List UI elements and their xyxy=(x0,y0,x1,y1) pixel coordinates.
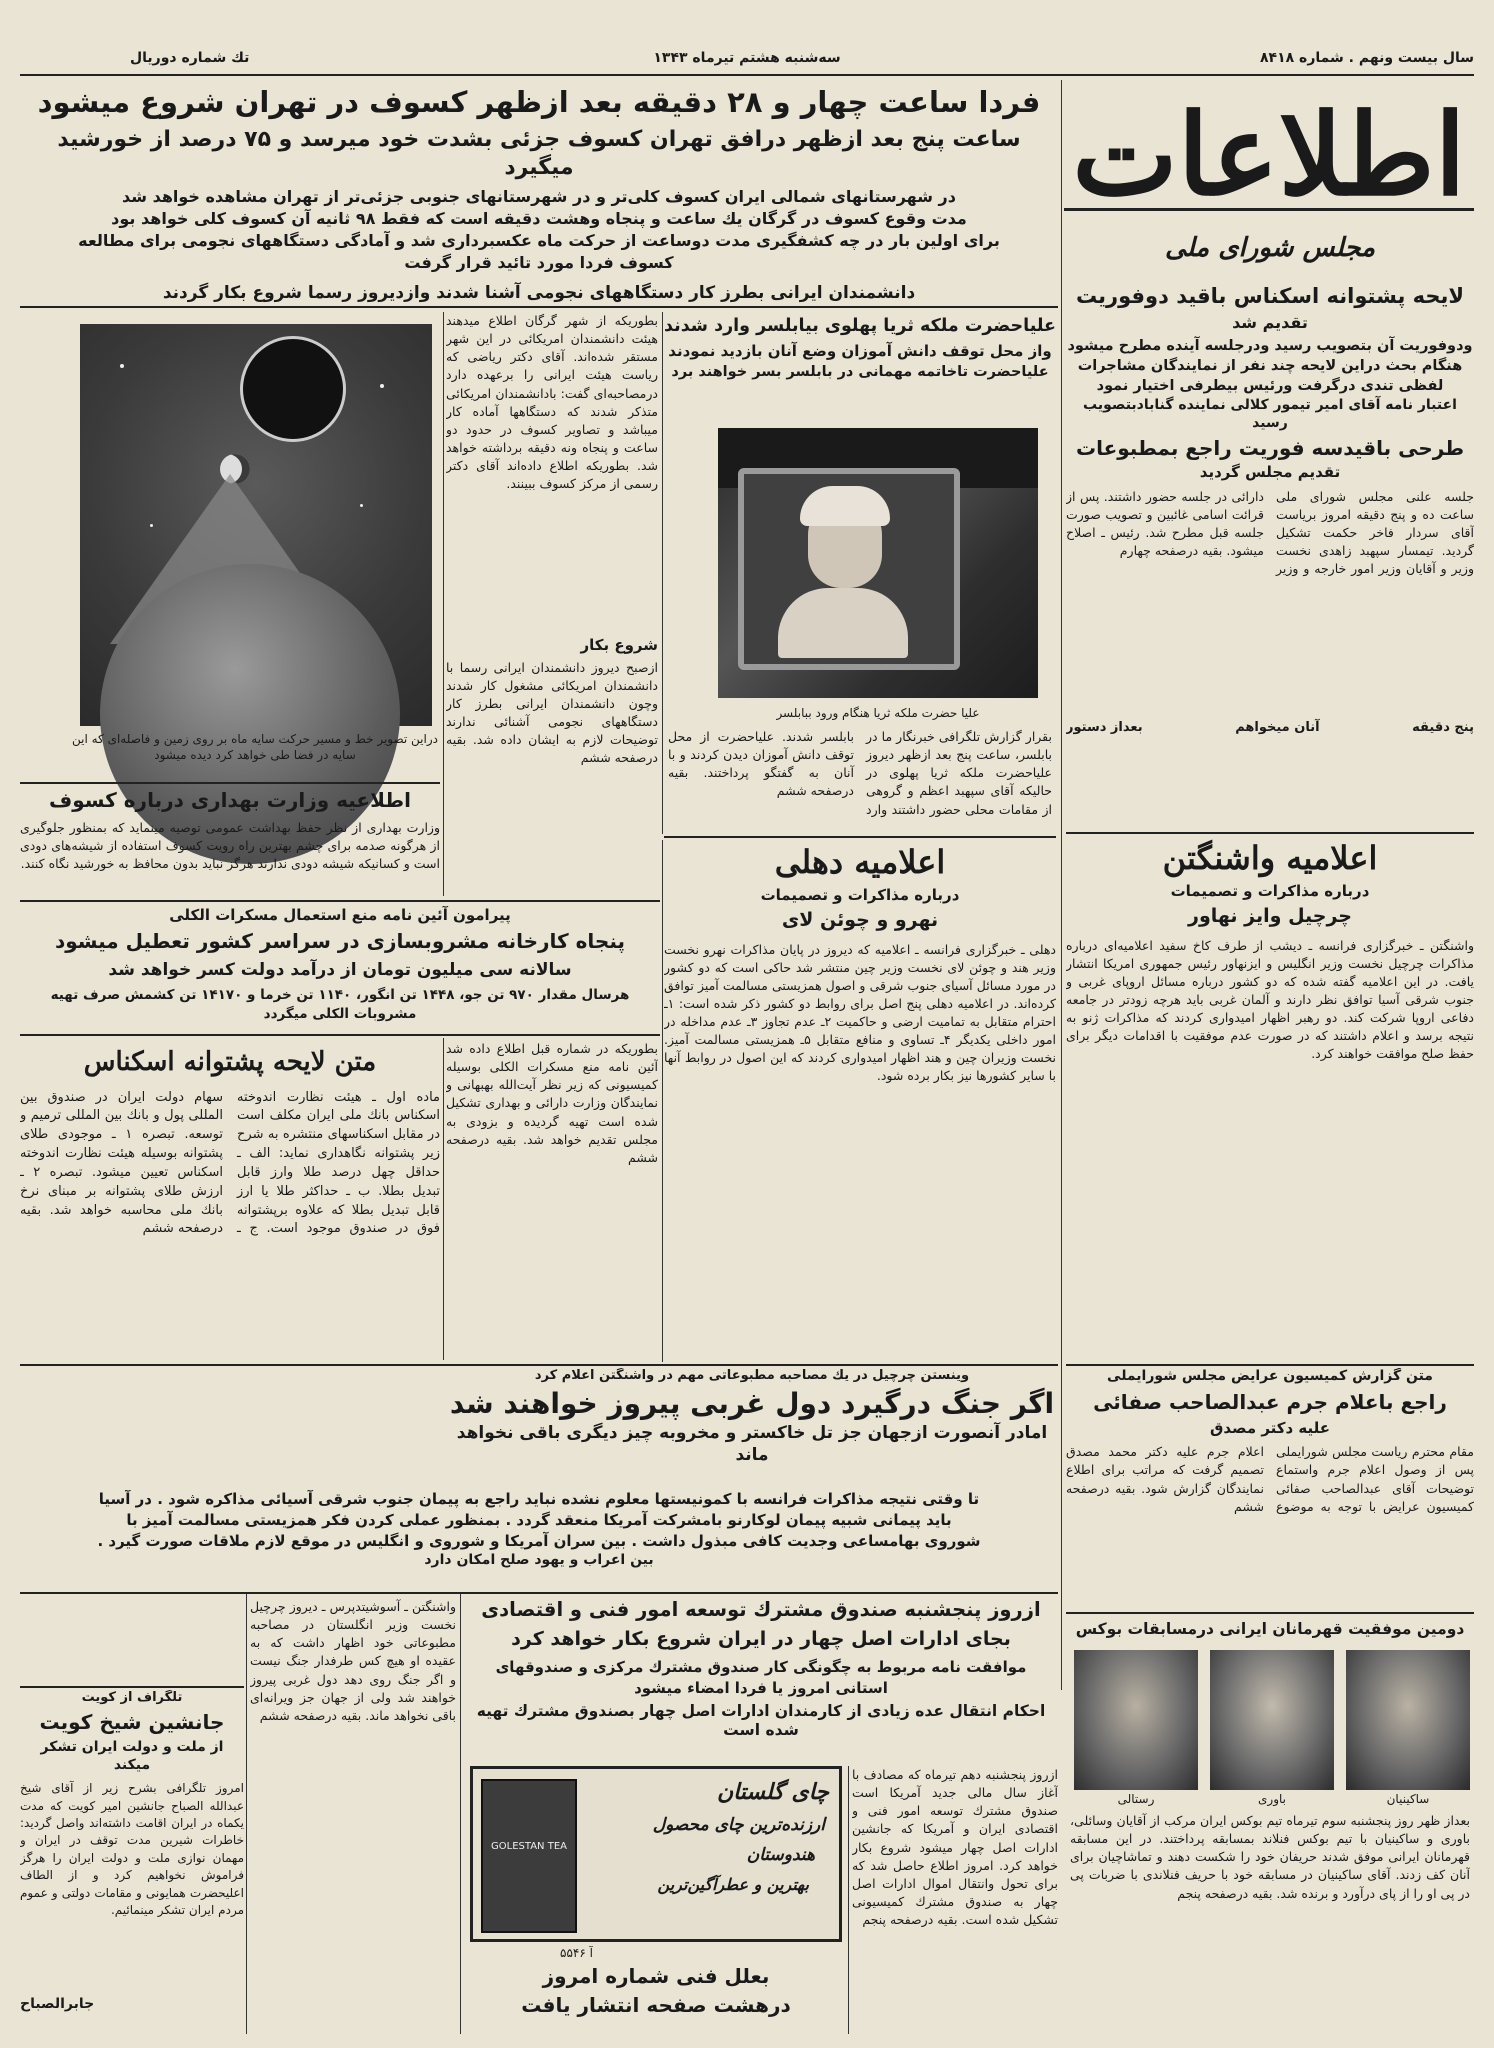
alcohol-pre: پیرامون آئین نامه منع استعمال مسکرات الکلی xyxy=(169,906,511,924)
tea-pack-label: GOLESTAN TEA xyxy=(491,1841,567,1852)
court-body: مقام محترم ریاست مجلس شورایملی پس از وصول اعلام جرم واستماع توضیحات آقای عبدالصاحب صفائی کمیسیون عرایض با توجه به موضوع اعلام جرم علیه دکتر محمد مصدق تصمیم گرفت که مراتب برای اطلاع نمایندگان گزارش شود. بقیه درصفحه ششم xyxy=(1066,1444,1474,1514)
war-rule xyxy=(20,1364,1058,1366)
eclipse-rule xyxy=(20,306,1058,308)
eclipse-line-1: در شهرستانهای شمالی ایران کسوف کلی‌تر و در شهرستانهای جنوبی جزئی‌تر از تهران مشاهده خواهد شد xyxy=(122,187,956,207)
majlis-body: جلسه علنی مجلس شورای ملی ساعت ده و پنج دقیقه امروز بریاست آقای سردار فاخر حکمت تشکیل گردید. تیمسار سپهبد زاهدی نخست وزیر و آقایان وزیر امور خارجه و وزیر دارائی در جلسه حضور داشتند. پس از قرائت اسامی غائبین و تصویب صورت جلسه قبل مطرح شد. رئیس ـ اصلاح میشود. بقیه درصفحه چهارم xyxy=(1066,488,1474,577)
majlis-note-3: بعداز دستور xyxy=(1066,719,1143,735)
alcohol-rule xyxy=(20,1034,660,1036)
majlis-line1: ودوفوریت آن بتصویب رسید ودرجلسه آینده مطرح میشود xyxy=(1067,337,1473,354)
sun-disc xyxy=(240,336,346,442)
delhi-sub: درباره مذاکرات و تصمیمات xyxy=(760,886,960,904)
majlis-sub2: تقدیم مجلس گردید xyxy=(1199,463,1341,482)
fund-sub-2: استانی امروز یا فردا امضاء میشود xyxy=(634,1678,888,1697)
court-pre: متن گزارش کمیسیون عرایض مجلس شورایملی xyxy=(1107,1368,1433,1384)
col-rule-alcohol xyxy=(443,1038,444,1360)
fund-headline-2: بجای ادارات اصل چهار در ایران شروع بکار خواهد کرد xyxy=(511,1628,1011,1651)
tea-package xyxy=(481,1779,577,1933)
queen-body: بقرار گزارش تلگرافی خبرنگار ما در بابلسر، ساعت پنج بعد ازظهر دیروز علیاحضرت ملکه ثریا پهلوی در حالیکه آقای سپهبد اعظم و گروهی از مقامات محلی حضور داشتند وارد بابلسر شدند. علیاحضرت از محل توقف دانش آموزان دیدن کردند و با آنان به گفتگو پرداختند. بقیه درصفحه ششم xyxy=(668,729,1052,817)
war-headline: اگر جنگ درگیرد دول غربی پیروز خواهند شد xyxy=(449,1387,1055,1421)
boxer-name-3: ساکینیان xyxy=(1386,1792,1430,1806)
majlis-logo: مجلس شورای ملی xyxy=(1164,233,1376,263)
court-rule xyxy=(1066,1612,1474,1614)
queen-caption: علیا حضرت ملکه ثریا هنگام ورود ببابلسر xyxy=(776,706,980,720)
col-rule-main xyxy=(1061,80,1062,1690)
alcohol-headline: پنجاه کارخانه مشروبسازی در سراسر کشور تعطیل میشود xyxy=(54,928,626,953)
health-body: وزارت بهداری از نظر حفظ بهداشت عمومی توصیه مینماید که بمنظور جلوگیری از هرگونه صدمه برای چشم بهترین راه رویت کسوف استفاده از شیشه‌های دودی است و کسانیکه شیشه دودی ندارند هرگز نباید بدون محافظ به خورشید نگاه کنند. xyxy=(20,820,440,872)
court-headline: راجع باعلام جرم عبدالصاحب صفائی xyxy=(1093,1389,1447,1414)
war-pre: وینستن چرچیل در یك مصاحبه مطبوعاتی مهم در واشنگتن اعلام کرد xyxy=(534,1368,970,1383)
top-rule xyxy=(20,74,1474,76)
majlis-line2: هنگام بحث دراین لایحه چند نفر از نمایندگان مشاجرات xyxy=(1077,357,1463,374)
kuwait-headline: جانشین شیخ کویت xyxy=(39,1710,225,1735)
queen-sub-2: علیاحضرت تاخاتمه مهمانی در بابلسر بسر خواهند برد xyxy=(671,363,1049,380)
majlis-headline: لایحه پشتوانه اسکناس باقید دوفوریت xyxy=(1075,283,1465,308)
health-headline: اطلاعیه وزارت بهداری درباره کسوف xyxy=(49,788,411,812)
fund-article xyxy=(464,1598,1058,1764)
col-rule-eclipse xyxy=(443,312,444,896)
notice-line-1: بعلل فنی شماره امروز xyxy=(542,1964,770,1988)
court-sub: علیه دکتر مصدق xyxy=(1209,1418,1331,1437)
kuwait-rule xyxy=(20,1686,244,1688)
majlis-notes xyxy=(1066,720,1474,735)
war-line-2: باید پیمانی شبیه پیمان لوکارنو بامشرکت آمریکا منعقد گردد . بمنظور عملی کردن فکر همزیستی مسالمت آمیز با xyxy=(126,1510,952,1529)
alcohol-sub: سالانه سی میلیون تومان از درآمد دولت کسر خواهد شد xyxy=(108,959,572,980)
technical-notice xyxy=(470,1964,842,2030)
eclipse-body: بطوریکه از شهر گرگان اطلاع میدهند هیئت دانشمندان امریکائی در این شهر مستقر شده‌اند. آقای دکتر ریاضی که ریاست هیئت ایرانی را برعهده دارد درمصاحبه‌ای گفت: بادانشمندان امریکائی متذکر شدند که دستگاهها آماده کار میباشد و تصاویر کسوف در حدود دو ساعت و پنجاه ونه دقیقه برداشته خواهد شد. بطوریکه اطلاع داده‌اند آقای دکتر رسمی از مرکز کسوف ببینند. xyxy=(446,313,658,492)
fund-sub-3: احکام انتقال عده زیادی از کارمندان ادارات اصل چهار بصندوق مشترك تهیه شده است xyxy=(476,1701,1046,1739)
eclipse-image-rule xyxy=(20,782,440,784)
court-article xyxy=(1066,1368,1474,1608)
eclipse-line-3: برای اولین بار در چه کشفگیری مدت دوساعت از حرکت ماه عکسبرداری شد و آمادگی دستگاههای نجومی برای مطالعه xyxy=(78,231,1000,251)
kuwait-article xyxy=(20,1690,244,2034)
ad-code: آ ۵۵۴۶ xyxy=(560,1946,593,1960)
war-article xyxy=(446,1368,1058,1488)
eclipse-caption: دراین تصویر خط و مسیر حرکت سایه ماه بر روی زمین و فاصله‌ای که این سایه در فضا طی خواهد کرد دیده میشود xyxy=(71,732,438,762)
currency-headline: متن لایحه پشتوانه اسکناس xyxy=(83,1047,377,1077)
queen-photo xyxy=(718,428,1038,698)
boxer-photo-1 xyxy=(1074,1650,1198,1790)
logo-rule xyxy=(1064,208,1474,211)
kuwait-body: امروز تلگرافی بشرح زیر از آقای شیخ عبدالله الصباح جانشین امیر کویت که مدت یکماه در ایران اقامت داشته‌اند واصل گردید: خاطرات شیرین مدت توقف در ایران و مهمان نوازی ملت و دولت ایران را هرگز فراموش نخواهیم کرد و از الطاف اعلیحضرت همایونی و مقامات دولتی و عموم مردم ایران تشکر مینمائیم. xyxy=(20,1781,244,1917)
logo-text: اطلاعات xyxy=(1072,89,1466,221)
washington-article xyxy=(1066,838,1474,1360)
boxer-photo-3 xyxy=(1346,1650,1470,1790)
delhi-sub-2: نهرو و چوئن لای xyxy=(781,908,939,931)
washington-rule xyxy=(1066,1364,1474,1366)
war-line-4: بین اعراب و یهود صلح امکان دارد xyxy=(424,1552,654,1569)
kuwait-signature: جابرالصباح xyxy=(20,1996,95,2013)
war-sub: امادر آنصورت ازجهان جز تل خاکستر و مخروبه چیز دیگری باقی نخواهد ماند xyxy=(456,1423,1048,1465)
eclipse-subhead: ساعت پنج بعد ازظهر درافق تهران کسوف جزئی بشدت خود میرسد و ۷۵ درصد از خورشید میگیرد xyxy=(57,127,1021,180)
delhi-headline: اعلامیه دهلی xyxy=(774,843,946,881)
war-line-1: تا وقتی نتیجه مذاکرات فرانسه با کمونیستها معلوم نشده نباید راجع به پیمان جنوب شرقی آسیائی مذاکره شود . در آسیا xyxy=(98,1490,980,1508)
majlis-article xyxy=(1066,214,1474,826)
majlis-rule xyxy=(1066,832,1474,834)
tea-line-3: هندوستان xyxy=(746,1845,815,1865)
war-lines xyxy=(20,1490,1058,1590)
eclipse-start-subhead: شروع بکار xyxy=(580,636,658,654)
eclipse-diagram xyxy=(80,324,432,726)
queen-rule xyxy=(664,836,1056,838)
washington-sub: درباره مذاکرات و تصمیمات xyxy=(1170,882,1370,900)
issue-price: تك شماره دوریال xyxy=(130,50,250,66)
col-rule-queen xyxy=(662,312,663,834)
kuwait-sub: از ملت و دولت ایران تشکر میکند xyxy=(40,1739,224,1773)
boxing-body: بعداز ظهر روز پنجشنبه سوم تیرماه تیم بوکس ایران مرکب از آقایان وسائلی، باوری و ساکینیان با تیم بوکس فنلاند بمسابقه پرداختند. در این مسابقه قهرمانان ایرانی موفق شدند حریفان خود را شکست دهند و تماشاچیان برای آنان کف زدند. آقای ساکینیان در مسابقه خود با حریف فنلاندی با ضربات پی در پی او را از پای درآورد و برنده شد. بقیه درصفحه پنجم xyxy=(1070,1813,1470,1901)
boxer-photo-2 xyxy=(1210,1650,1334,1790)
majlis-line4: اعتبار نامه آقای امیر تیمور کلالی نماینده گنابادبتصویب رسید xyxy=(1083,397,1457,431)
eclipse-line-2: مدت وقوع کسوف در گرگان یك ساعت و پنجاه وهشت دقیقه است که فقط ۹۸ ثانیه آن کسوف کلی خواهد بود xyxy=(111,209,967,229)
queen-sub: واز محل توقف دانش آموزان وضع آنان بازدید نمودند xyxy=(668,341,1052,360)
kuwait-pre: تلگراف از کویت xyxy=(81,1690,183,1705)
queen-headline: علیاحضرت ملکه ثریا پهلوی بیابلسر وارد شدند xyxy=(664,316,1056,336)
fund-headline: ازروز پنجشنبه صندوق مشترك توسعه امور فنی و اقتصادی xyxy=(481,1598,1041,1621)
eclipse-text-column xyxy=(446,312,658,898)
majlis-note-2: آنان میخواهم xyxy=(1235,719,1320,735)
health-article xyxy=(20,788,440,896)
alcohol-line-2: مشروبات الکلی میگردد xyxy=(263,1005,417,1022)
majlis-sub1: تقدیم شد xyxy=(1232,312,1308,332)
eclipse-subhead-2: دانشمندان ایرانی بطرز کار دستگاههای نجومی آشنا شدند وازدیروز رسما شروع بکار گردند xyxy=(162,283,916,304)
delhi-body: دهلی ـ خبرگزاری فرانسه ـ اعلامیه که دیروز در پایان مذاکرات نهرو نخست وزیر هند و چوئن لای نخست وزیر چین منتشر شد حاکی است که دو کشور در مورد مسائل آسیای جنوب شرقی و اصول همزیستی مسالمت آمیز توافق کرده‌اند. در اعلامیه دهلی پنج اصل برای روابط دو کشور ذکر شده است: ۱ـ احترام متقابل به تمامیت ارضی و حاکمیت ۲ـ عدم تجاوز ۳ـ عدم مداخله در امور داخلی یکدیگر ۴ـ تساوی و منافع متقابل ۵ـ همزیستی مسالمت آمیز. نخست وزیران چین و هند اظهار امیدواری کردند که این اصول در روابط آنها با سایر کشورها نیز بکار برده شود. xyxy=(664,941,1056,1084)
washington-body: واشنگتن ـ خبرگزاری فرانسه ـ دیشب از طرف کاخ سفید اعلامیه‌ای درباره مذاکرات چرچیل نخست وزیر انگلیس و ایزنهاور رئیس جمهوری امریکا انتشار یافت. در این اعلامیه گفته شده که دو کشور درباره مسائل اروپای غربی و جنوب شرقی آسیا توافق نظر دارند و آلمان غربی باید هرچه زودتر در جامعه دفاعی اروپا شرکت کند. دو رهبر اظهار امیدواری کردند که مذاکرات ژنو به نتیجه برسد و اعلام داشتند که در صورت عدم موفقیت با اقدامات دیگر برای حفظ صلح موافقت خواهند کرد. xyxy=(1066,937,1474,1062)
masthead-strip xyxy=(20,48,1474,72)
eclipse-body-2: ازصبح دیروز دانشمندان ایرانی رسما با دانشمندان امریکائی مشغول کار شدند وچون دانشمندان ایرانی بطرز کار دستگاههای نجومی آشنائی ندارند توضیحات لازم به ایشان داده شد. بقیه درصفحه ششم xyxy=(446,659,658,766)
war-line-3: شوروی بهامساعی وجدیت کافی مبذول داشت . بین سران آمریکا و شوروی و انگلیس در موقع لازم ملاقات صورت گیرد . xyxy=(97,1531,981,1550)
fund-sub: موافقت نامه مربوط به چگونگی کار صندوق مشترك مرکزی و صندوقهای xyxy=(495,1658,1027,1677)
washington-sub-2: چرچیل وایز نهاور xyxy=(1188,904,1352,927)
boxer-name-1: رستالی xyxy=(1117,1792,1155,1806)
war-body: واشنگتن ـ آسوشیتدپرس ـ دیروز چرچیل نخست وزیر انگلستان در مصاحبه مطبوعاتی خود اظهار داشت که به عقیده او هیچ کس طرفدار جنگ نیست و اگر جنگ روی دهد دول غربی پیروز خواهند شد ولی از جهان جز ویرانه‌ای باقی نخواهد ماند. بقیه درصفحه ششم xyxy=(250,1599,456,1723)
boxing-headline: دومین موفقیت قهرمانان ایرانی درمسابقات بوکس xyxy=(1075,1620,1465,1638)
eclipse-line-4: کسوف فردا مورد تائید قرار گرفت xyxy=(404,253,674,273)
majlis-headline-2: طرحی باقیدسه فوریت راجع بمطبوعات xyxy=(1075,436,1465,461)
delhi-article xyxy=(664,842,1056,1364)
war-lines-rule xyxy=(20,1592,1058,1594)
col-rule-war xyxy=(460,1594,461,2034)
health-rule xyxy=(20,900,660,902)
issue-number: سال بیست ونهم . شماره ۸۴۱۸ xyxy=(1260,50,1474,66)
eclipse-headline: فردا ساعت چهار و ۲۸ دقیقه بعد ازظهر کسوف در تهران شروع میشود xyxy=(37,85,1041,119)
alcohol-article xyxy=(20,906,660,1036)
notice-line-2: درهشت صفحه انتشار یافت xyxy=(521,1993,791,2017)
majlis-line3: لفظی تندی درگرفت ورئیس بیطرفی اختیار نمود xyxy=(1096,378,1444,394)
washington-headline: اعلامیه واشنگتن xyxy=(1162,839,1378,877)
majlis-note-1: پنج دقیقه xyxy=(1412,719,1474,735)
fund-body: ازروز پنجشنبه دهم تیرماه که مصادف با آغاز سال مالی جدید آمریکا است صندوق مشترك توسعه امور فنی و اقتصادی ایران و آمریکا که جانشین ادارات اصل چهار میشود شروع بکار خواهد کرد. امروز اطلاع حاصل شد که برای تحول وانتقال اموال ادارات اصل چهار به صندوق مشترك کمیسیونی تشکیل شده است. بقیه درصفحه پنجم xyxy=(852,1767,1058,1927)
currency-body: ماده اول ـ هیئت نظارت اندوخته اسکناس بانك ملی ایران مکلف است در مقابل اسکناسهای منتشره به شرح زیر پشتوانه نگاهداری نماید: الف ـ حداقل چهل درصد طلا وارز قابل تبدیل بطلا. ب ـ حداکثر طلا یا ارز قابل تبدیل بطلا که علاوه برپشتوانه فوق در صندوق موجود است. ج ـ سهام دولت ایران در صندوق بین المللی پول و بانك بین المللی ترمیم و توسعه. تبصره ۱ ـ موجودی طلای پشتوانه بوسیله هیئت نظارت اندوخته اسکناس تعیین میشود. تبصره ۲ ـ ارزش طلای پشتوانه بر مبنای نرخ بانك ملی محاسبه خواهد شد. بقیه درصفحه ششم xyxy=(20,1089,440,1237)
col-rule-war-2 xyxy=(246,1594,247,2034)
tea-line-4: بهترین و عطرآگین‌ترین xyxy=(657,1875,809,1894)
alcohol-body: بطوریکه در شماره قبل اطلاع داده شد آئین نامه منع مسکرات الکلی بوسیله کمیسیونی که زیر نظر آیت‌الله بهبهانی و نمایندگان وزارت دارائی و بهداری تشکیل شده است تهیه گردیده و بزودی به مجلس تقدیم خواهد شد. بقیه درصفحه ششم xyxy=(446,1041,658,1165)
issue-date: سه‌شنبه هشتم تیرماه ۱۳۴۳ xyxy=(653,50,841,66)
eclipse-headline-block xyxy=(20,80,1058,310)
tea-advertisement xyxy=(470,1766,842,1942)
tea-line-1: چای گلستان xyxy=(716,1780,829,1805)
boxer-name-2: باوری xyxy=(1258,1792,1286,1806)
col-rule-delhi xyxy=(662,840,663,1362)
col-rule-fund xyxy=(848,1766,849,2034)
alcohol-line: هرسال مقدار ۹۷۰ تن جو، ۱۴۴۸ تن انگور، ۱۱۴۰ تن خرما و ۱۴۱۷۰ تن کشمش صرف تهیه xyxy=(50,987,630,1003)
tea-line-2: ارزنده‌ترین چای محصول xyxy=(652,1815,825,1835)
